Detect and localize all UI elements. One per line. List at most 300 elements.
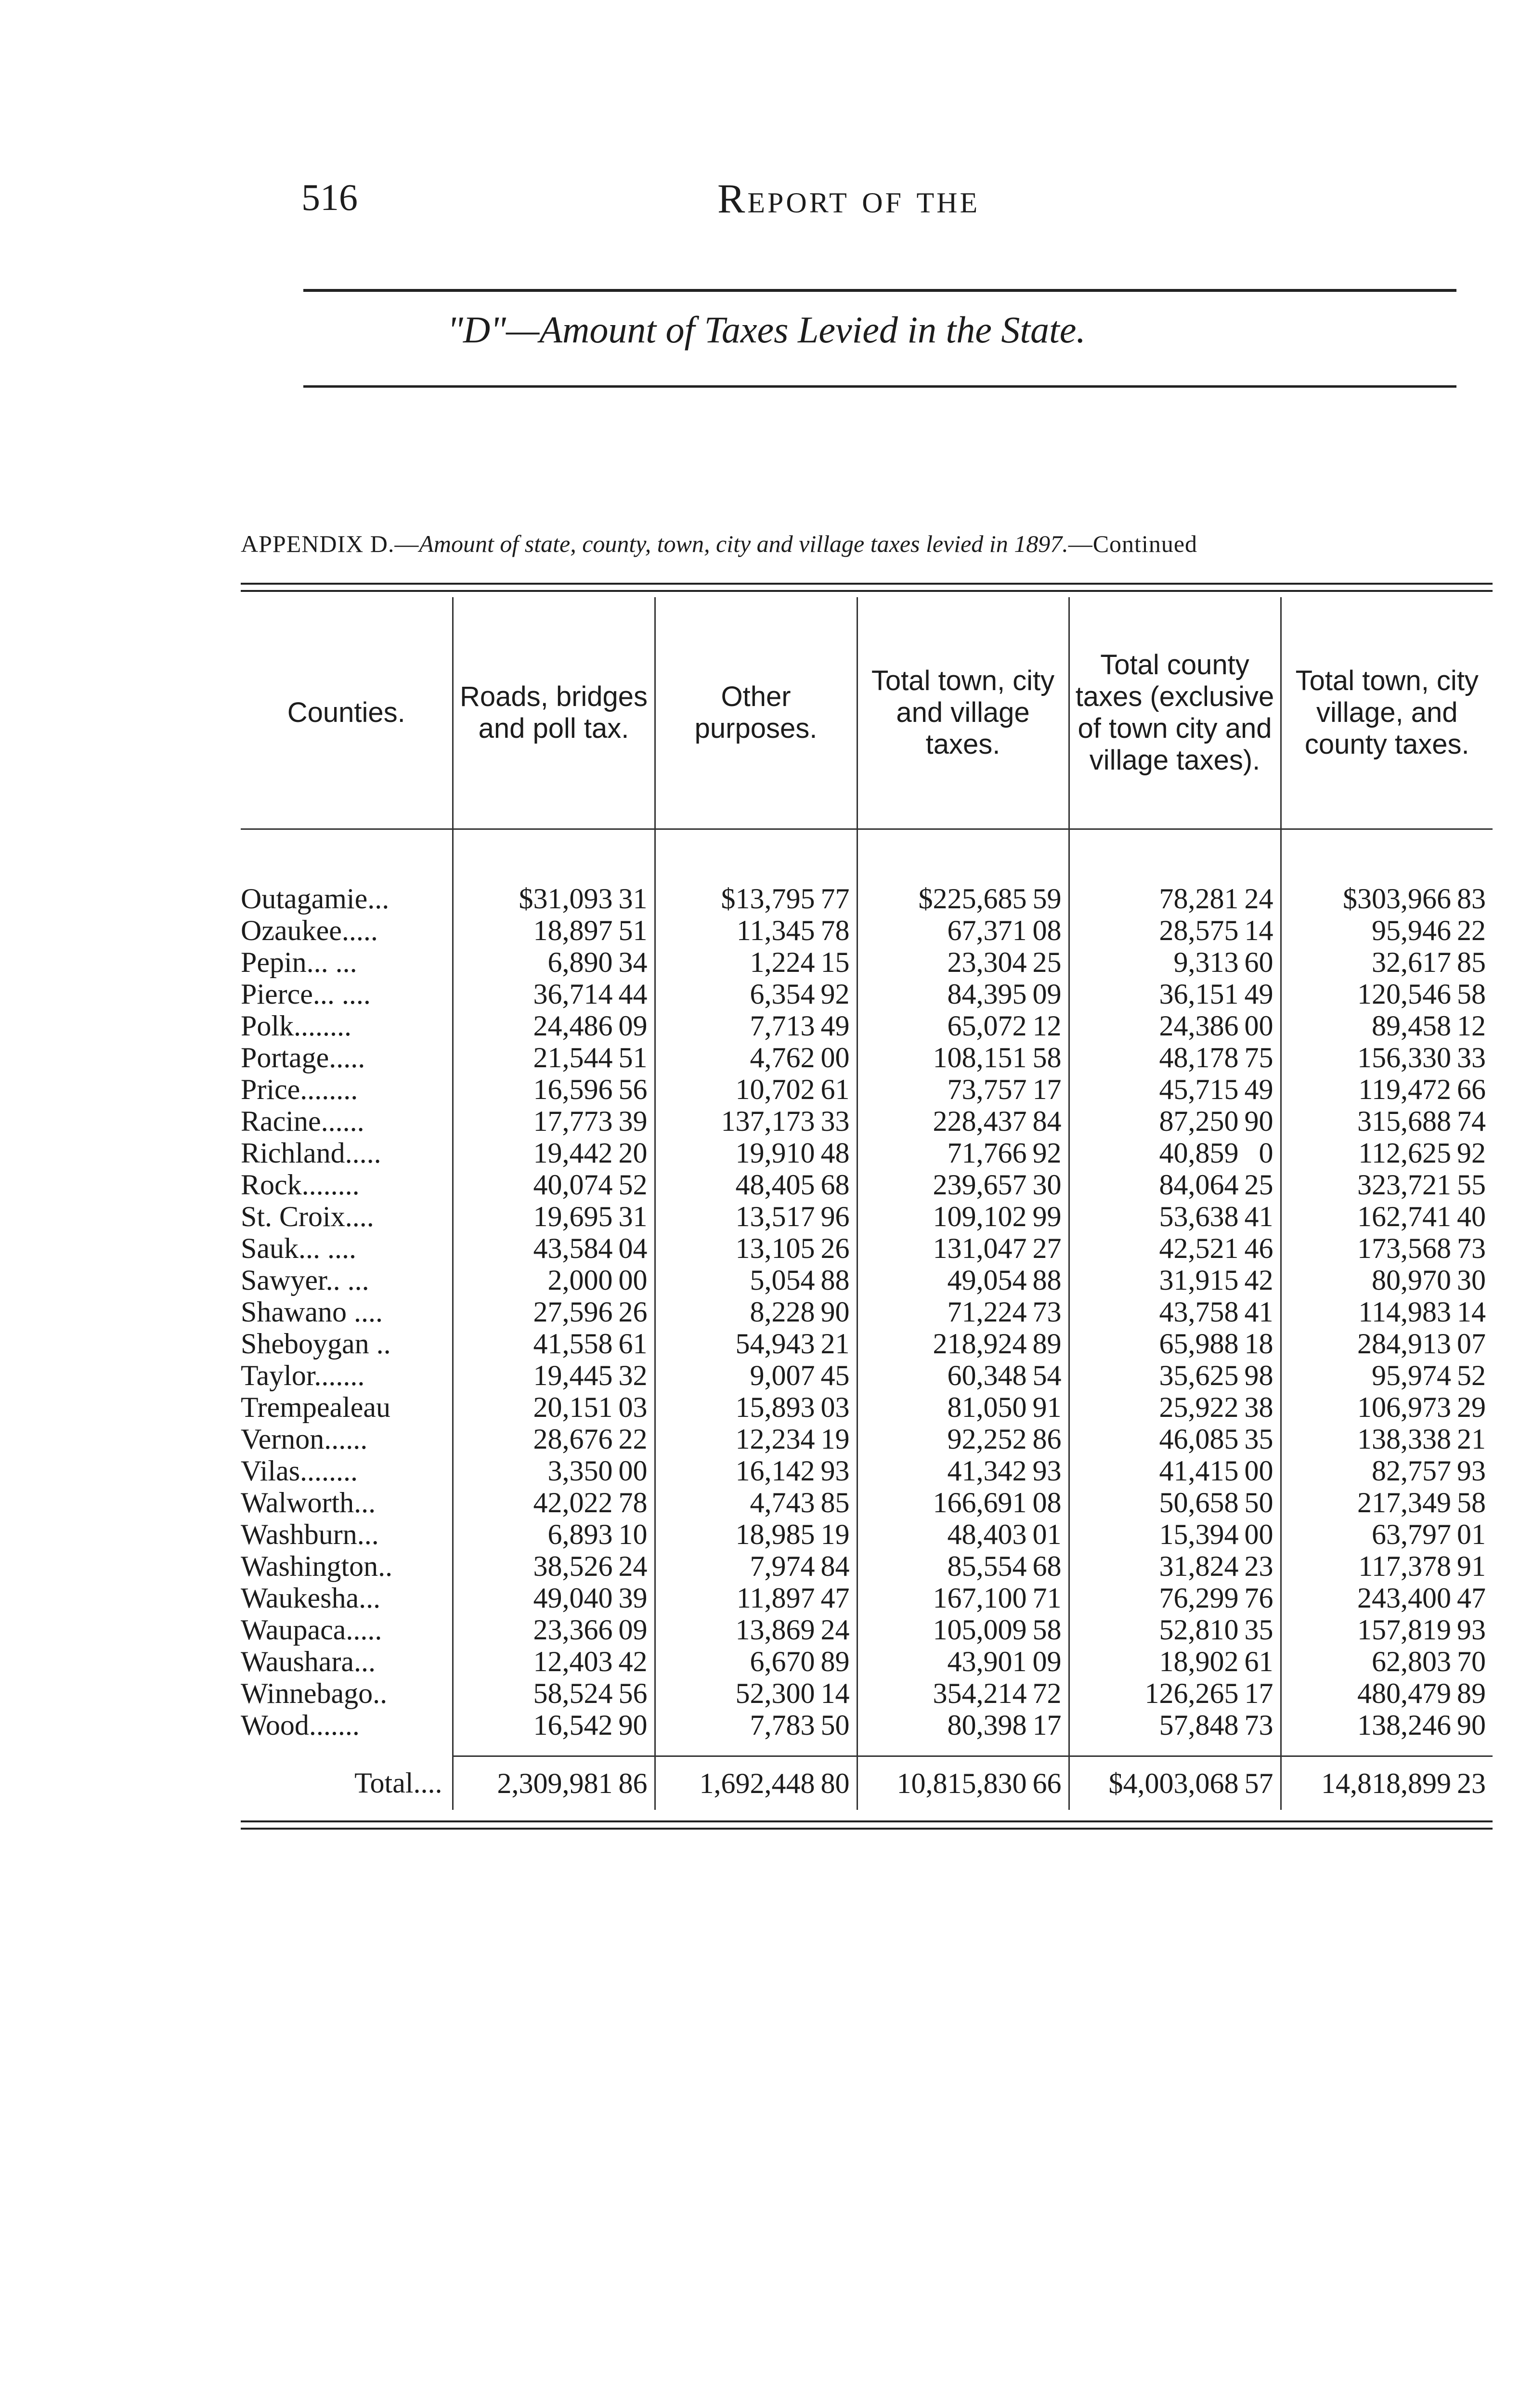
cell-county-taxes bbox=[1069, 1360, 1281, 1391]
running-title: Report of the bbox=[717, 175, 980, 222]
dollar-amount: 49,040 bbox=[533, 1582, 613, 1614]
cents-amount: 68 bbox=[1032, 1550, 1062, 1582]
column-header-roads: Roads, bridges and poll tax. bbox=[453, 597, 655, 829]
cell-total-taxes bbox=[1281, 1677, 1493, 1709]
county-name: St. Croix.... bbox=[241, 1201, 374, 1232]
county-name: Taylor....... bbox=[241, 1360, 365, 1391]
dollar-amount: 4,762 bbox=[750, 1042, 815, 1073]
dollar-amount: $13,795 bbox=[721, 883, 815, 915]
table-spacer bbox=[241, 830, 1493, 883]
cents-amount: 12 bbox=[1032, 1010, 1062, 1042]
dollar-amount: 60,348 bbox=[947, 1360, 1027, 1391]
cents-amount: 78 bbox=[618, 1487, 648, 1518]
cents-amount: 84 bbox=[1032, 1105, 1062, 1137]
cents-amount: 57 bbox=[1244, 1767, 1273, 1799]
cell-total-taxes bbox=[1281, 1360, 1493, 1391]
dollar-amount: 2,000 bbox=[547, 1264, 613, 1296]
cell-town-taxes bbox=[857, 1328, 1069, 1360]
table-row bbox=[241, 1423, 1493, 1455]
cents-amount: 89 bbox=[820, 1646, 850, 1677]
cell-county-taxes bbox=[1069, 915, 1281, 946]
cell-total-taxes bbox=[1281, 1328, 1493, 1360]
dollar-amount: 78,281 bbox=[1159, 883, 1239, 915]
cell-total-taxes bbox=[1281, 1105, 1493, 1137]
dollar-amount: 15,394 bbox=[1159, 1518, 1239, 1550]
cents-amount: 50 bbox=[820, 1709, 850, 1741]
cents-amount: 90 bbox=[1457, 1709, 1486, 1741]
dollar-amount: 12,234 bbox=[735, 1423, 815, 1455]
county-name: Outagamie... bbox=[241, 883, 390, 915]
cents-amount: 41 bbox=[1244, 1201, 1273, 1232]
cents-amount: 91 bbox=[1032, 1391, 1062, 1423]
dollar-amount: 80,970 bbox=[1372, 1264, 1451, 1296]
dollar-amount: 18,902 bbox=[1159, 1646, 1239, 1677]
dollar-amount: 7,713 bbox=[750, 1010, 815, 1042]
cents-amount: 08 bbox=[1032, 1487, 1062, 1518]
section-subtitle: "D"—Amount of Taxes Levied in the State. bbox=[447, 309, 1086, 351]
cell-other bbox=[655, 1646, 857, 1677]
cell-county-taxes bbox=[1069, 1677, 1281, 1709]
cents-amount: 00 bbox=[618, 1264, 648, 1296]
cents-amount: 86 bbox=[1032, 1423, 1062, 1455]
cell-other bbox=[655, 1105, 857, 1137]
caption-description: Amount of state, county, town, city and village taxes levied in 1897. bbox=[419, 530, 1068, 557]
cell-town-taxes bbox=[857, 883, 1069, 915]
cell-town-taxes bbox=[857, 1582, 1069, 1614]
table-row bbox=[241, 1582, 1493, 1614]
cell-county-taxes bbox=[1069, 1010, 1281, 1042]
cell-other bbox=[655, 1042, 857, 1073]
cents-amount: 60 bbox=[1244, 946, 1273, 978]
cell-total-taxes bbox=[1281, 1614, 1493, 1646]
cell-town-taxes bbox=[857, 915, 1069, 946]
dollar-amount: 40,074 bbox=[533, 1169, 613, 1201]
dollar-amount: 19,442 bbox=[533, 1137, 613, 1169]
table-row bbox=[241, 946, 1493, 978]
cents-amount: 17 bbox=[1032, 1073, 1062, 1105]
table-row bbox=[241, 915, 1493, 946]
dollar-amount: 45,715 bbox=[1159, 1073, 1239, 1105]
cell-roads bbox=[453, 1614, 655, 1646]
cents-amount: 03 bbox=[820, 1391, 850, 1423]
cell-town-taxes bbox=[857, 1073, 1069, 1105]
dollar-amount: 6,670 bbox=[750, 1646, 815, 1677]
table-row bbox=[241, 1264, 1493, 1296]
cents-amount: 49 bbox=[1244, 1073, 1273, 1105]
cents-amount: 76 bbox=[1244, 1582, 1273, 1614]
cell-county-taxes bbox=[1069, 883, 1281, 915]
cents-amount: 00 bbox=[820, 1042, 850, 1073]
cell-town-taxes bbox=[857, 1677, 1069, 1709]
table-row bbox=[241, 1232, 1493, 1264]
cell-town-taxes bbox=[857, 1360, 1069, 1391]
cents-amount: 93 bbox=[1457, 1455, 1486, 1487]
cents-amount: 66 bbox=[1032, 1767, 1062, 1799]
cents-amount: 77 bbox=[820, 883, 850, 915]
cents-amount: 35 bbox=[1244, 1423, 1273, 1455]
cell-other bbox=[655, 1582, 857, 1614]
tax-table bbox=[241, 597, 1493, 1810]
cell-total-taxes bbox=[1281, 1010, 1493, 1042]
cell-town-taxes bbox=[857, 1614, 1069, 1646]
cell-other bbox=[655, 1550, 857, 1582]
cell-roads bbox=[453, 1073, 655, 1105]
cell-roads bbox=[453, 1201, 655, 1232]
cents-amount: 73 bbox=[1032, 1296, 1062, 1328]
header-rule-bottom bbox=[303, 385, 1456, 388]
cents-amount: 98 bbox=[1244, 1360, 1273, 1391]
caption-lead: APPENDIX D.— bbox=[241, 530, 419, 557]
cell-total-taxes bbox=[1281, 915, 1493, 946]
cell-town-taxes bbox=[857, 1518, 1069, 1550]
dollar-amount: 25,922 bbox=[1159, 1391, 1239, 1423]
cell-total-taxes bbox=[1281, 1169, 1493, 1201]
dollar-amount: $4,003,068 bbox=[1108, 1767, 1239, 1799]
column-header-other: Other purposes. bbox=[655, 597, 857, 829]
table-row bbox=[241, 1328, 1493, 1360]
total-label: Total.... bbox=[354, 1767, 442, 1799]
column-header-county-taxes: Total county taxes (exclusive of town city and village taxes). bbox=[1069, 597, 1281, 829]
cell-county-taxes bbox=[1069, 1232, 1281, 1264]
cents-amount: 90 bbox=[820, 1296, 850, 1328]
dollar-amount: 5,054 bbox=[750, 1264, 815, 1296]
dollar-amount: 80,398 bbox=[947, 1709, 1027, 1741]
cell-other bbox=[655, 1296, 857, 1328]
dollar-amount: 65,988 bbox=[1159, 1328, 1239, 1360]
dollar-amount: 52,810 bbox=[1159, 1614, 1239, 1646]
cents-amount: 86 bbox=[618, 1767, 648, 1799]
dollar-amount: 109,102 bbox=[933, 1201, 1027, 1232]
table-row bbox=[241, 1010, 1493, 1042]
dollar-amount: 43,584 bbox=[533, 1232, 613, 1264]
cents-amount: 09 bbox=[1032, 1646, 1062, 1677]
dollar-amount: 54,943 bbox=[735, 1328, 815, 1360]
county-name: Pierce... .... bbox=[241, 978, 371, 1010]
cell-total-taxes bbox=[1281, 946, 1493, 978]
dollar-amount: 9,007 bbox=[750, 1360, 815, 1391]
cell-total-taxes bbox=[1281, 1550, 1493, 1582]
cents-amount: 92 bbox=[1457, 1137, 1486, 1169]
cents-amount: 40 bbox=[1457, 1201, 1486, 1232]
dollar-amount: 2,309,981 bbox=[497, 1767, 613, 1799]
cents-amount: 42 bbox=[1244, 1264, 1273, 1296]
cents-amount: 88 bbox=[820, 1264, 850, 1296]
dollar-amount: 315,688 bbox=[1357, 1105, 1451, 1137]
cents-amount: 20 bbox=[618, 1137, 648, 1169]
dollar-amount: 117,378 bbox=[1358, 1550, 1451, 1582]
dollar-amount: 228,437 bbox=[933, 1105, 1027, 1137]
cell-county-taxes bbox=[1069, 1614, 1281, 1646]
dollar-amount: 21,544 bbox=[533, 1042, 613, 1073]
cents-amount: 00 bbox=[1244, 1010, 1273, 1042]
cents-amount: 21 bbox=[1457, 1423, 1486, 1455]
dollar-amount: 41,558 bbox=[533, 1328, 613, 1360]
county-name: Portage..... bbox=[241, 1042, 365, 1073]
county-name: Waukesha... bbox=[241, 1582, 381, 1614]
dollar-amount: 48,405 bbox=[735, 1169, 815, 1201]
dollar-amount: 19,910 bbox=[735, 1137, 815, 1169]
cell-town-taxes bbox=[857, 1455, 1069, 1487]
cell-roads bbox=[453, 978, 655, 1010]
cents-amount: 48 bbox=[820, 1137, 850, 1169]
cell-roads bbox=[453, 1232, 655, 1264]
cents-amount: 58 bbox=[1457, 1487, 1486, 1518]
cell-town-taxes bbox=[857, 1010, 1069, 1042]
table-row bbox=[241, 1646, 1493, 1677]
cell-other bbox=[655, 1756, 857, 1810]
dollar-amount: 65,072 bbox=[947, 1010, 1027, 1042]
cell-other bbox=[655, 915, 857, 946]
dollar-amount: $31,093 bbox=[519, 883, 613, 915]
cell-town-taxes bbox=[857, 1550, 1069, 1582]
dollar-amount: 217,349 bbox=[1357, 1487, 1451, 1518]
cents-amount: 15 bbox=[820, 946, 850, 978]
cents-amount: 58 bbox=[1032, 1614, 1062, 1646]
cents-amount: 33 bbox=[820, 1105, 850, 1137]
cents-amount: 74 bbox=[1457, 1105, 1486, 1137]
cents-amount: 33 bbox=[1457, 1042, 1486, 1073]
dollar-amount: 57,848 bbox=[1159, 1709, 1239, 1741]
cell-other bbox=[655, 1010, 857, 1042]
cell-roads bbox=[453, 946, 655, 978]
cell-other bbox=[655, 1677, 857, 1709]
dollar-amount: 10,702 bbox=[735, 1073, 815, 1105]
dollar-amount: 16,596 bbox=[533, 1073, 613, 1105]
cell-roads bbox=[453, 1296, 655, 1328]
dollar-amount: 114,983 bbox=[1358, 1296, 1451, 1328]
dollar-amount: 46,085 bbox=[1159, 1423, 1239, 1455]
cents-amount: 49 bbox=[820, 1010, 850, 1042]
cell-other bbox=[655, 978, 857, 1010]
dollar-amount: 3,350 bbox=[547, 1455, 613, 1487]
cell-county-taxes bbox=[1069, 1296, 1281, 1328]
cell-other bbox=[655, 1487, 857, 1518]
county-name: Waupaca..... bbox=[241, 1614, 382, 1646]
table-header-row bbox=[241, 597, 1493, 829]
caption-suffix: —Continued bbox=[1068, 530, 1198, 557]
total-row bbox=[241, 1756, 1493, 1810]
cell-county-taxes bbox=[1069, 1105, 1281, 1137]
cell-roads bbox=[453, 1360, 655, 1391]
cell-roads bbox=[453, 1550, 655, 1582]
cents-amount: 39 bbox=[618, 1582, 648, 1614]
cents-amount: 61 bbox=[1244, 1646, 1273, 1677]
cents-amount: 84 bbox=[820, 1550, 850, 1582]
dollar-amount: 480,479 bbox=[1357, 1677, 1451, 1709]
dollar-amount: 43,901 bbox=[947, 1646, 1027, 1677]
cell-other bbox=[655, 1264, 857, 1296]
dollar-amount: 58,524 bbox=[533, 1677, 613, 1709]
dollar-amount: 239,657 bbox=[933, 1169, 1027, 1201]
dollar-amount: 24,386 bbox=[1159, 1010, 1239, 1042]
dollar-amount: 162,741 bbox=[1357, 1201, 1451, 1232]
cell-total-taxes bbox=[1281, 1518, 1493, 1550]
dollar-amount: 23,366 bbox=[533, 1614, 613, 1646]
cell-county-taxes bbox=[1069, 1550, 1281, 1582]
county-name: Racine...... bbox=[241, 1105, 364, 1137]
cell-roads bbox=[453, 1010, 655, 1042]
cell-county-taxes bbox=[1069, 978, 1281, 1010]
cell-other bbox=[655, 1423, 857, 1455]
cents-amount: 45 bbox=[820, 1360, 850, 1391]
page-number: 516 bbox=[301, 176, 358, 218]
dollar-amount: 13,517 bbox=[735, 1201, 815, 1232]
table-bottom-rule bbox=[241, 1820, 1493, 1822]
county-name: Rock........ bbox=[241, 1169, 360, 1201]
dollar-amount: 9,313 bbox=[1173, 946, 1239, 978]
dollar-amount: 15,893 bbox=[735, 1391, 815, 1423]
cents-amount: 29 bbox=[1457, 1391, 1486, 1423]
cell-county-taxes bbox=[1069, 1423, 1281, 1455]
cents-amount: 26 bbox=[618, 1296, 648, 1328]
cell-county-taxes bbox=[1069, 1582, 1281, 1614]
cell-total-taxes bbox=[1281, 1264, 1493, 1296]
cents-amount: 85 bbox=[820, 1487, 850, 1518]
cents-amount: 93 bbox=[1457, 1614, 1486, 1646]
cents-amount: 09 bbox=[1032, 978, 1062, 1010]
cell-other bbox=[655, 883, 857, 915]
dollar-amount: 28,676 bbox=[533, 1423, 613, 1455]
cell-total-taxes bbox=[1281, 1201, 1493, 1232]
cell-roads bbox=[453, 1455, 655, 1487]
county-name: Washington.. bbox=[241, 1550, 393, 1582]
dollar-amount: 120,546 bbox=[1357, 978, 1451, 1010]
cell-roads bbox=[453, 1646, 655, 1677]
cell-roads bbox=[453, 1169, 655, 1201]
dollar-amount: 28,575 bbox=[1159, 915, 1239, 946]
cents-amount: 24 bbox=[1244, 883, 1273, 915]
cell-roads bbox=[453, 1487, 655, 1518]
cents-amount: 19 bbox=[820, 1423, 850, 1455]
cents-amount: 39 bbox=[618, 1105, 648, 1137]
cents-amount: 52 bbox=[618, 1169, 648, 1201]
cents-amount: 41 bbox=[1244, 1296, 1273, 1328]
cents-amount: 24 bbox=[618, 1550, 648, 1582]
cell-total-taxes bbox=[1281, 1582, 1493, 1614]
county-name: Polk........ bbox=[241, 1010, 352, 1042]
cents-amount: 42 bbox=[618, 1646, 648, 1677]
table-row bbox=[241, 1614, 1493, 1646]
cents-amount: 52 bbox=[1457, 1360, 1486, 1391]
cents-amount: 78 bbox=[820, 915, 850, 946]
county-name: Trempealeau bbox=[241, 1391, 391, 1423]
cell-town-taxes bbox=[857, 1423, 1069, 1455]
dollar-amount: 73,757 bbox=[947, 1073, 1027, 1105]
cents-amount: 14 bbox=[1457, 1296, 1486, 1328]
table-row bbox=[241, 1550, 1493, 1582]
cents-amount: 85 bbox=[1457, 946, 1486, 978]
dollar-amount: 36,714 bbox=[533, 978, 613, 1010]
cents-amount: 31 bbox=[618, 883, 648, 915]
cents-amount: 73 bbox=[1244, 1709, 1273, 1741]
cents-amount: 00 bbox=[618, 1455, 648, 1487]
dollar-amount: 131,047 bbox=[933, 1232, 1027, 1264]
header-rule-top bbox=[303, 289, 1456, 292]
dollar-amount: 63,797 bbox=[1372, 1518, 1451, 1550]
cell-other bbox=[655, 1328, 857, 1360]
cell-town-taxes bbox=[857, 946, 1069, 978]
cents-amount: 08 bbox=[1032, 915, 1062, 946]
cell-total-taxes bbox=[1281, 1455, 1493, 1487]
cell-county-taxes bbox=[1069, 1201, 1281, 1232]
cell-town-taxes bbox=[857, 1169, 1069, 1201]
table-top-rule-inner bbox=[241, 590, 1493, 592]
cell-town-taxes bbox=[857, 1137, 1069, 1169]
cell-county-taxes bbox=[1069, 946, 1281, 978]
cents-amount: 17 bbox=[1032, 1709, 1062, 1741]
cents-amount: 34 bbox=[618, 946, 648, 978]
dollar-amount: 23,304 bbox=[947, 946, 1027, 978]
cell-town-taxes bbox=[857, 1296, 1069, 1328]
dollar-amount: 284,913 bbox=[1357, 1328, 1451, 1360]
table-body bbox=[241, 829, 1493, 1810]
cents-amount: 51 bbox=[618, 915, 648, 946]
cents-amount: 14 bbox=[1244, 915, 1273, 946]
cell-roads bbox=[453, 1582, 655, 1614]
cell-other bbox=[655, 1137, 857, 1169]
dollar-amount: 85,554 bbox=[947, 1550, 1027, 1582]
dollar-amount: 43,758 bbox=[1159, 1296, 1239, 1328]
cell-town-taxes bbox=[857, 1201, 1069, 1232]
cell-total-taxes bbox=[1281, 1423, 1493, 1455]
cell-total-taxes bbox=[1281, 978, 1493, 1010]
table-caption bbox=[241, 530, 1197, 558]
dollar-amount: 138,246 bbox=[1357, 1709, 1451, 1741]
cents-amount: 71 bbox=[1032, 1582, 1062, 1614]
cents-amount: 68 bbox=[820, 1169, 850, 1201]
cents-amount: 51 bbox=[618, 1042, 648, 1073]
cell-county-taxes bbox=[1069, 1073, 1281, 1105]
table-row bbox=[241, 1677, 1493, 1709]
dollar-amount: 18,897 bbox=[533, 915, 613, 946]
dollar-amount: 6,354 bbox=[750, 978, 815, 1010]
dollar-amount: 8,228 bbox=[750, 1296, 815, 1328]
cents-amount: 24 bbox=[820, 1614, 850, 1646]
cell-town-taxes bbox=[857, 1264, 1069, 1296]
dollar-amount: 218,924 bbox=[933, 1328, 1027, 1360]
cents-amount: 55 bbox=[1457, 1169, 1486, 1201]
cell-county-taxes bbox=[1069, 1391, 1281, 1423]
cents-amount: 10 bbox=[618, 1518, 648, 1550]
cents-amount: 49 bbox=[1244, 978, 1273, 1010]
cents-amount: 56 bbox=[618, 1073, 648, 1105]
cents-amount: 75 bbox=[1244, 1042, 1273, 1073]
cents-amount: 22 bbox=[1457, 915, 1486, 946]
cell-roads bbox=[453, 1137, 655, 1169]
cents-amount: 03 bbox=[618, 1391, 648, 1423]
dollar-amount: 41,342 bbox=[947, 1455, 1027, 1487]
cents-amount: 83 bbox=[1457, 883, 1486, 915]
dollar-amount: 40,859 bbox=[1159, 1137, 1239, 1169]
cents-amount: 32 bbox=[618, 1360, 648, 1391]
dollar-amount: 81,050 bbox=[947, 1391, 1027, 1423]
cents-amount: 23 bbox=[1457, 1767, 1486, 1799]
cell-town-taxes bbox=[857, 1709, 1069, 1741]
dollar-amount: 126,265 bbox=[1144, 1677, 1239, 1709]
cents-amount: 58 bbox=[1032, 1042, 1062, 1073]
table-row bbox=[241, 978, 1493, 1010]
table-row bbox=[241, 1296, 1493, 1328]
county-name: Vernon...... bbox=[241, 1423, 368, 1455]
dollar-amount: 67,371 bbox=[947, 915, 1027, 946]
cents-amount: 0 bbox=[1259, 1137, 1273, 1169]
cell-county-taxes bbox=[1069, 1042, 1281, 1073]
cell-roads bbox=[453, 883, 655, 915]
dollar-amount: 41,415 bbox=[1159, 1455, 1239, 1487]
cell-total-taxes bbox=[1281, 1137, 1493, 1169]
dollar-amount: 42,521 bbox=[1159, 1232, 1239, 1264]
cell-other bbox=[655, 1455, 857, 1487]
